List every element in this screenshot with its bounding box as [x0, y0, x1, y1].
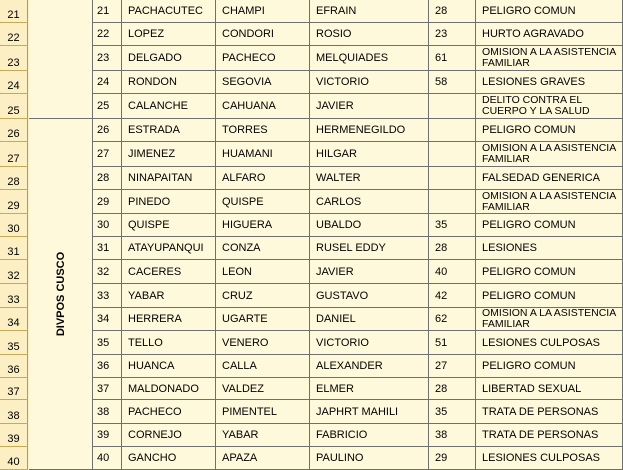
cell-offense[interactable]: DELITO CONTRA EL CUERPO Y LA SALUD: [476, 94, 623, 119]
cell-age[interactable]: 38: [429, 424, 476, 447]
cell-age[interactable]: 23: [429, 23, 476, 46]
cell-first-name[interactable]: HILGAR: [310, 142, 429, 167]
cell-second-surname[interactable]: PACHECO: [216, 46, 310, 71]
cell-index[interactable]: 33: [93, 284, 122, 308]
cell-second-surname[interactable]: APAZA: [216, 447, 310, 470]
cell-age[interactable]: 40: [429, 260, 476, 284]
table-row: [93, 447, 623, 470]
row-number[interactable]: 38: [0, 400, 28, 424]
row-number[interactable]: 32: [0, 260, 28, 284]
table-row: [93, 284, 623, 308]
cell-age[interactable]: [429, 119, 476, 142]
row-number[interactable]: 31: [0, 237, 28, 260]
cell-second-surname[interactable]: CALLA: [216, 355, 310, 378]
cell-age[interactable]: 42: [429, 284, 476, 308]
cell-first-name[interactable]: MELQUIADES: [310, 46, 429, 71]
cell-first-name[interactable]: RUSEL EDDY: [310, 237, 429, 260]
cell-first-surname[interactable]: CALANCHE: [122, 94, 216, 119]
row-number[interactable]: 26: [0, 119, 28, 142]
cell-first-surname[interactable]: DELGADO: [122, 46, 216, 71]
row-number[interactable]: 25: [0, 94, 28, 119]
cell-first-surname[interactable]: ATAYUPANQUI: [122, 237, 216, 260]
cell-offense[interactable]: OMISION A LA ASISTENCIA FAMILIAR: [476, 190, 623, 214]
cell-second-surname[interactable]: HUAMANI: [216, 142, 310, 167]
cell-index[interactable]: 34: [93, 308, 122, 331]
cell-first-name[interactable]: VICTORIO: [310, 71, 429, 94]
row-number[interactable]: 35: [0, 331, 28, 355]
cell-index[interactable]: 32: [93, 260, 122, 284]
table-row: [93, 400, 623, 424]
cell-index[interactable]: 30: [93, 214, 122, 237]
cell-second-surname[interactable]: TORRES: [216, 119, 310, 142]
table-row: [93, 424, 623, 447]
cell-first-name[interactable]: JAPHRT MAHILI: [310, 400, 429, 424]
cell-first-name[interactable]: HERMENEGILDO: [310, 119, 429, 142]
cell-second-surname[interactable]: CRUZ: [216, 284, 310, 308]
cell-first-name[interactable]: UBALDO: [310, 214, 429, 237]
cell-first-surname[interactable]: YABAR: [122, 284, 216, 308]
row-number[interactable]: 28: [0, 167, 28, 190]
row-number[interactable]: 40: [0, 447, 28, 470]
cell-age[interactable]: 61: [429, 46, 476, 71]
cell-age[interactable]: 35: [429, 214, 476, 237]
cell-second-surname[interactable]: QUISPE: [216, 190, 310, 214]
row-number[interactable]: 30: [0, 214, 28, 237]
row-number[interactable]: 22: [0, 23, 28, 46]
cell-offense[interactable]: OMISION A LA ASISTENCIA FAMILIAR: [476, 142, 623, 167]
cell-index[interactable]: 21: [93, 0, 122, 23]
cell-first-name[interactable]: ALEXANDER: [310, 355, 429, 378]
cell-second-surname[interactable]: VENERO: [216, 331, 310, 355]
row-number[interactable]: 39: [0, 424, 28, 447]
cell-offense[interactable]: TRATA DE PERSONAS: [476, 400, 623, 424]
cell-index[interactable]: 25: [93, 94, 122, 119]
table-row: [93, 46, 623, 71]
row-number[interactable]: 27: [0, 142, 28, 167]
cell-second-surname[interactable]: ALFARO: [216, 167, 310, 190]
cell-index[interactable]: 26: [93, 119, 122, 142]
cell-first-surname[interactable]: PACHECO: [122, 400, 216, 424]
cell-age[interactable]: [429, 190, 476, 214]
cell-age[interactable]: 28: [429, 0, 476, 23]
cell-second-surname[interactable]: HIGUERA: [216, 214, 310, 237]
cell-first-name[interactable]: EFRAIN: [310, 0, 429, 23]
cell-offense[interactable]: LESIONES CULPOSAS: [476, 447, 623, 470]
table-row: [93, 260, 623, 284]
cell-index[interactable]: 28: [93, 167, 122, 190]
cell-offense[interactable]: PELIGRO COMUN: [476, 119, 623, 142]
table-row: [93, 190, 623, 214]
cell-age[interactable]: 29: [429, 447, 476, 470]
cell-first-name[interactable]: DANIEL: [310, 308, 429, 331]
cell-index[interactable]: 37: [93, 378, 122, 400]
cell-first-name[interactable]: PAULINO: [310, 447, 429, 470]
cell-offense[interactable]: PELIGRO COMUN: [476, 214, 623, 237]
cell-offense[interactable]: PELIGRO COMUN: [476, 260, 623, 284]
cell-offense[interactable]: PELIGRO COMUN: [476, 0, 623, 23]
cell-second-surname[interactable]: PIMENTEL: [216, 400, 310, 424]
cell-second-surname[interactable]: CHAMPI: [216, 0, 310, 23]
row-number[interactable]: 24: [0, 71, 28, 94]
cell-index[interactable]: 29: [93, 190, 122, 214]
cell-index[interactable]: 23: [93, 46, 122, 71]
group-cell-divpos-cusco[interactable]: [29, 119, 93, 470]
table-row: [93, 331, 623, 355]
cell-offense[interactable]: OMISION A LA ASISTENCIA FAMILIAR: [476, 308, 623, 331]
cell-age[interactable]: 27: [429, 355, 476, 378]
cell-first-name[interactable]: JAVIER: [310, 94, 429, 119]
cell-second-surname[interactable]: VALDEZ: [216, 378, 310, 400]
cell-age[interactable]: 58: [429, 71, 476, 94]
table-row: [93, 378, 623, 400]
cell-first-surname[interactable]: QUISPE: [122, 214, 216, 237]
table-row: [93, 237, 623, 260]
table-row: [93, 0, 623, 23]
cell-offense[interactable]: TRATA DE PERSONAS: [476, 424, 623, 447]
cell-index[interactable]: 38: [93, 400, 122, 424]
cell-index[interactable]: 27: [93, 142, 122, 167]
group-label: DIVPOS CUSCO: [54, 251, 67, 337]
cell-offense[interactable]: OMISION A LA ASISTENCIA FAMILIAR: [476, 46, 623, 71]
cell-offense[interactable]: HURTO AGRAVADO: [476, 23, 623, 46]
cell-second-surname[interactable]: CONDORI: [216, 23, 310, 46]
row-number[interactable]: 33: [0, 284, 28, 308]
cell-first-surname[interactable]: CACERES: [122, 260, 216, 284]
cell-first-surname[interactable]: GANCHO: [122, 447, 216, 470]
cell-second-surname[interactable]: SEGOVIA: [216, 71, 310, 94]
cell-index[interactable]: 35: [93, 331, 122, 355]
cell-first-name[interactable]: JAVIER: [310, 260, 429, 284]
cell-first-surname[interactable]: LOPEZ: [122, 23, 216, 46]
cell-second-surname[interactable]: LEON: [216, 260, 310, 284]
cell-first-name[interactable]: FABRICIO: [310, 424, 429, 447]
row-number[interactable]: 34: [0, 308, 28, 331]
table-row: [93, 214, 623, 237]
cell-first-surname[interactable]: PACHACUTEC: [122, 0, 216, 23]
cell-first-name[interactable]: ROSIO: [310, 23, 429, 46]
cell-second-surname[interactable]: UGARTE: [216, 308, 310, 331]
cell-first-surname[interactable]: JIMENEZ: [122, 142, 216, 167]
cell-age[interactable]: [429, 167, 476, 190]
group-cell-blank[interactable]: [29, 0, 93, 119]
cell-first-name[interactable]: WALTER: [310, 167, 429, 190]
cell-index[interactable]: 24: [93, 71, 122, 94]
cell-offense[interactable]: PELIGRO COMUN: [476, 284, 623, 308]
cell-first-name[interactable]: GUSTAVO: [310, 284, 429, 308]
cell-first-name[interactable]: ELMER: [310, 378, 429, 400]
cell-index[interactable]: 39: [93, 424, 122, 447]
table-row: [93, 94, 623, 119]
row-number[interactable]: 36: [0, 355, 28, 378]
cell-age[interactable]: [429, 94, 476, 119]
cell-age[interactable]: 28: [429, 378, 476, 400]
table-row: [93, 23, 623, 46]
cell-second-surname[interactable]: YABAR: [216, 424, 310, 447]
cell-first-surname[interactable]: CORNEJO: [122, 424, 216, 447]
table-row: [93, 71, 623, 94]
cell-index[interactable]: 36: [93, 355, 122, 378]
cell-offense[interactable]: LESIONES GRAVES: [476, 71, 623, 94]
cell-first-surname[interactable]: RONDON: [122, 71, 216, 94]
table-row: [93, 167, 623, 190]
cell-offense[interactable]: LESIONES: [476, 237, 623, 260]
cell-first-name[interactable]: CARLOS: [310, 190, 429, 214]
row-number[interactable]: 29: [0, 190, 28, 214]
row-number[interactable]: 37: [0, 378, 28, 400]
cell-first-surname[interactable]: HUANCA: [122, 355, 216, 378]
cell-age[interactable]: 62: [429, 308, 476, 331]
row-number[interactable]: 21: [0, 0, 28, 23]
cell-offense[interactable]: PELIGRO COMUN: [476, 355, 623, 378]
cell-age[interactable]: [429, 142, 476, 167]
table-row: [93, 142, 623, 167]
cell-first-surname[interactable]: TELLO: [122, 331, 216, 355]
cell-index[interactable]: 40: [93, 447, 122, 470]
cell-first-surname[interactable]: MALDONADO: [122, 378, 216, 400]
cell-first-surname[interactable]: ESTRADA: [122, 119, 216, 142]
cell-index[interactable]: 31: [93, 237, 122, 260]
cell-first-surname[interactable]: PINEDO: [122, 190, 216, 214]
cell-age[interactable]: 51: [429, 331, 476, 355]
cell-first-surname[interactable]: HERRERA: [122, 308, 216, 331]
cell-offense[interactable]: LIBERTAD SEXUAL: [476, 378, 623, 400]
cell-age[interactable]: 28: [429, 237, 476, 260]
row-number[interactable]: 23: [0, 46, 28, 71]
table-row: [93, 119, 623, 142]
table-row: [93, 308, 623, 331]
cell-age[interactable]: 35: [429, 400, 476, 424]
cell-index[interactable]: 22: [93, 23, 122, 46]
table-row: [93, 355, 623, 378]
cell-offense[interactable]: FALSEDAD GENERICA: [476, 167, 623, 190]
cell-second-surname[interactable]: CAHUANA: [216, 94, 310, 119]
cell-first-name[interactable]: VICTORIO: [310, 331, 429, 355]
cell-first-surname[interactable]: NINAPAITAN: [122, 167, 216, 190]
cell-second-surname[interactable]: CONZA: [216, 237, 310, 260]
cell-offense[interactable]: LESIONES CULPOSAS: [476, 331, 623, 355]
